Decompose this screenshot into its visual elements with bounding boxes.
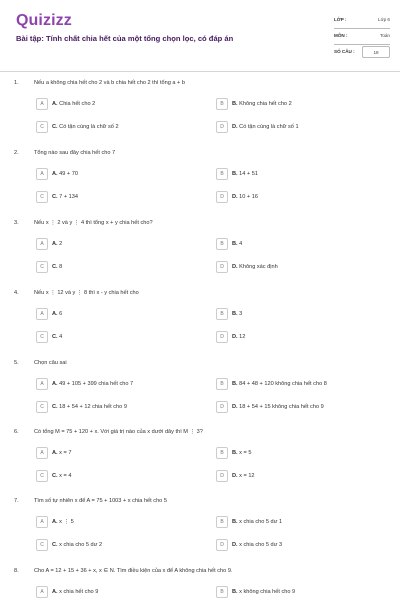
option-a[interactable] [36,308,206,320]
option-d[interactable] [216,539,386,551]
meta-subject-underline [334,44,390,45]
option-letter-box: D [216,261,228,273]
meta-count [334,46,390,62]
option-text: D. x = 12 [232,472,255,479]
option-letter-box: C [36,191,48,203]
meta-subject [334,30,390,46]
question-number: 5. [14,360,19,366]
option-text: A. 6 [52,310,63,317]
option-letter-box: A [36,516,48,528]
option-text: A. Chia hết cho 2 [52,100,96,107]
option-text: D. Không xác định [232,263,278,270]
meta-grade [334,14,390,30]
question-2 [0,150,400,222]
option-letter-box: C [36,121,48,133]
option-letter-box: B [216,447,228,459]
option-a[interactable] [36,168,206,180]
option-letter-box: C [36,331,48,343]
question-text: Nếu x ⋮ 12 và y ⋮ 8 thì x - y chia hết cho [34,290,139,296]
option-letter-box: A [36,308,48,320]
option-letter-box: C [36,539,48,551]
option-b[interactable] [216,447,386,459]
option-text: B. 3 [232,310,243,317]
option-d[interactable] [216,470,386,482]
option-letter-box: B [216,168,228,180]
option-c[interactable] [36,470,206,482]
question-number: 2. [14,150,19,156]
question-text: Cho A = 12 + 15 + 36 + x, x ∈ N. Tìm điều kiện của x để A không chia hết cho 9. [34,568,233,574]
meta-count-box [362,46,390,58]
option-b[interactable] [216,516,386,528]
option-letter-box: A [36,238,48,250]
meta-subject-value: Toán [380,33,390,38]
question-7 [0,498,400,570]
quizizz-logo: Quizizz [16,12,72,29]
option-d[interactable] [216,331,386,343]
option-text: D. x chia cho 5 dư 3 [232,541,283,548]
option-a[interactable] [36,516,206,528]
option-text: C. 4 [52,333,63,340]
meta-grade-value: Lớp 6 [378,17,390,22]
option-letter-box: D [216,539,228,551]
option-c[interactable] [36,539,206,551]
option-letter-box: C [36,401,48,413]
option-c[interactable] [36,121,206,133]
option-letter-box: D [216,191,228,203]
option-text: A. 49 + 105 + 399 chia hết cho 7 [52,380,134,387]
option-d[interactable] [216,191,386,203]
worksheet-header [0,0,400,76]
option-text: B. x không chia hết cho 9 [232,588,296,595]
question-4 [0,290,400,362]
question-6 [0,429,400,501]
option-text: C. 18 + 54 + 12 chia hết cho 9 [52,403,127,410]
option-c[interactable] [36,331,206,343]
option-c[interactable] [36,401,206,413]
question-text: Tìm số tự nhiên x để A = 75 + 1003 + x chia hết cho 5 [34,498,167,504]
meta-count-label: SỐ CÂU : [334,49,355,54]
option-b[interactable] [216,378,386,390]
option-letter-box: B [216,98,228,110]
option-b[interactable] [216,586,386,598]
option-c[interactable] [36,261,206,273]
option-letter-box: A [36,378,48,390]
option-letter-box: B [216,308,228,320]
option-text: B. 14 + 51 [232,170,258,177]
option-letter-box: B [216,238,228,250]
option-text: C. x = 4 [52,472,72,479]
option-letter-box: A [36,586,48,598]
question-text: Tổng nào sau đây chia hết cho 7 [34,150,116,156]
worksheet-meta [334,14,390,62]
question-number: 3. [14,220,19,226]
option-text: A. 49 + 70 [52,170,78,177]
question-8 [0,568,400,600]
question-number: 7. [14,498,19,504]
option-c[interactable] [36,191,206,203]
option-letter-box: D [216,401,228,413]
option-letter-box: D [216,331,228,343]
meta-grade-label: LỚP : [334,17,347,22]
option-text: D. Có tận cùng là chữ số 1 [232,123,299,130]
question-number: 4. [14,290,19,296]
option-text: A. x chia hết cho 9 [52,588,99,595]
meta-grade-underline [334,28,390,29]
option-text: D. 18 + 54 + 15 không chia hết cho 9 [232,403,324,410]
option-text: B. 84 + 48 + 120 không chia hết cho 8 [232,380,327,387]
option-text: C. 7 + 134 [52,193,78,200]
option-letter-box: C [36,470,48,482]
question-text: Nếu a không chia hết cho 2 và b chia hết cho 2 thì tổng a + b [34,80,185,86]
question-text: Có tổng M = 75 + 120 + x. Với giá trị nào của x dưới dây thì M ⋮ 3? [34,429,203,435]
option-d[interactable] [216,261,386,273]
question-number: 6. [14,429,19,435]
option-text: B. x chia cho 5 dư 1 [232,518,283,525]
meta-subject-label: MÔN : [334,33,348,38]
option-b[interactable] [216,308,386,320]
option-text: A. x = 7 [52,449,72,456]
option-letter-box: A [36,447,48,459]
question-text: Chọn câu sai [34,360,67,366]
option-letter-box: D [216,470,228,482]
option-a[interactable] [36,586,206,598]
option-a[interactable] [36,238,206,250]
option-letter-box: B [216,516,228,528]
question-text: Nếu x ⋮ 2 và y ⋮ 4 thì tổng x + y chia hết cho? [34,220,153,226]
option-text: C. x chia cho 5 dư 2 [52,541,103,548]
option-text: C. 8 [52,263,63,270]
meta-count-value: 18 [373,50,379,55]
option-a[interactable] [36,378,206,390]
option-a[interactable] [36,98,206,110]
header-divider [0,71,400,72]
option-text: A. x ⋮ 5 [52,518,74,525]
question-number: 1. [14,80,19,86]
question-1 [0,80,400,152]
option-text: B. 4 [232,240,243,247]
question-3 [0,220,400,292]
option-letter-box: B [216,586,228,598]
option-b[interactable] [216,168,386,180]
option-a[interactable] [36,447,206,459]
option-text: B. x = 5 [232,449,252,456]
option-text: B. Không chia hết cho 2 [232,100,292,107]
option-b[interactable] [216,98,386,110]
option-letter-box: C [36,261,48,273]
option-b[interactable] [216,238,386,250]
option-text: D. 10 + 16 [232,193,258,200]
option-letter-box: D [216,121,228,133]
question-number: 8. [14,568,19,574]
option-letter-box: A [36,98,48,110]
option-text: A. 2 [52,240,63,247]
option-text: C. Có tận cùng là chữ số 2 [52,123,119,130]
option-text: D. 12 [232,333,246,340]
option-d[interactable] [216,121,386,133]
question-5 [0,360,400,432]
worksheet-title: Bài tập: Tính chất chia hết của một tổng chọn lọc, có đáp án [16,34,234,43]
option-letter-box: B [216,378,228,390]
option-d[interactable] [216,401,386,413]
option-letter-box: A [36,168,48,180]
